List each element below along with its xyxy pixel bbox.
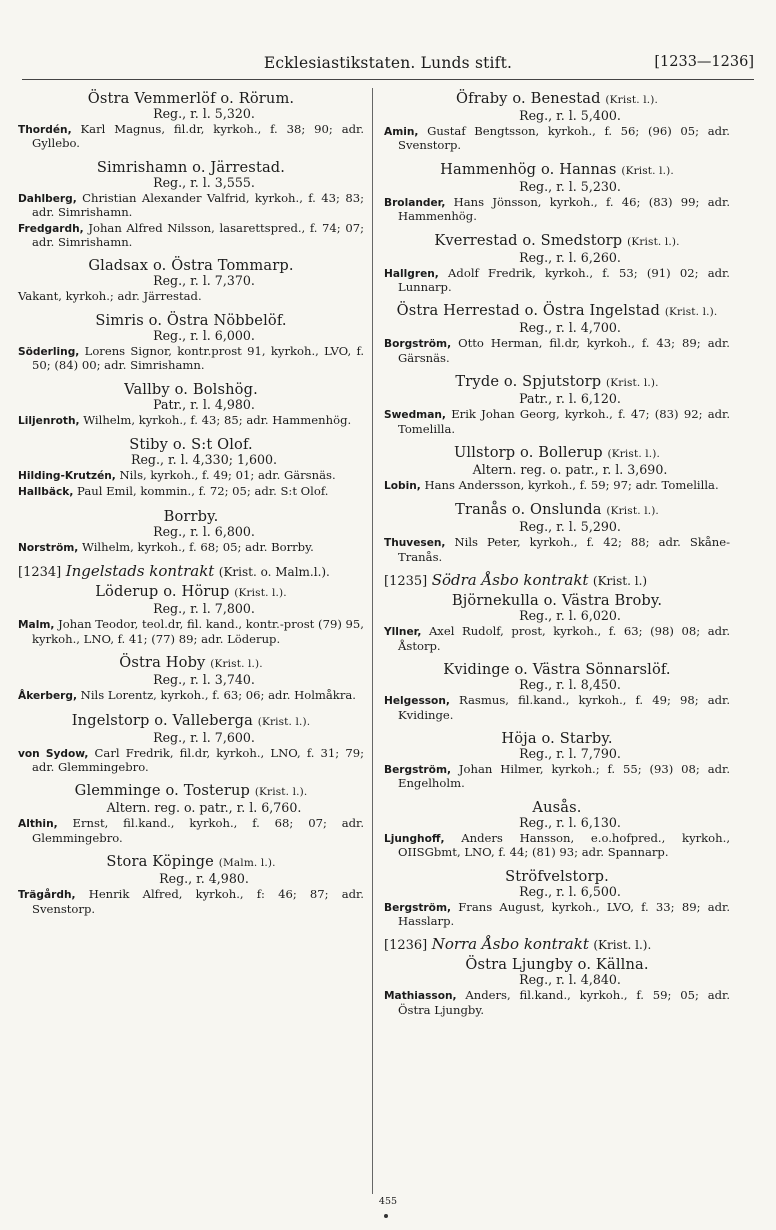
parish-registration: Reg., r. 4,980. xyxy=(159,871,249,887)
clergy-details: Hans Jönsson, kyrkoh., f. 46; (83) 99; adr. Hammenhög. xyxy=(398,194,731,224)
parish-qualifier: (Krist. l.). xyxy=(254,786,308,799)
parish-name xyxy=(384,592,730,609)
parish-name xyxy=(18,257,364,274)
parish-name-text: Björnekulla o. Västra Broby. xyxy=(451,592,663,610)
parish-name-text: Gladsax o. Östra Tommarp. xyxy=(88,257,294,275)
parish-name-text: Glemminge o. Tosterup xyxy=(74,782,251,800)
parish-block xyxy=(384,373,730,436)
parish-name-text: Stora Köpinge xyxy=(106,853,214,871)
column-divider xyxy=(372,88,373,1194)
parish-block xyxy=(18,654,364,703)
clergy-surname: Dahlberg, xyxy=(18,192,77,205)
parish-block xyxy=(384,501,730,564)
clergy-details: Ernst, fil.kand., kyrkoh., f. 68; 07; adr. Glemmingebro. xyxy=(32,816,365,845)
parish-registration: Reg., r. l. 7,790. xyxy=(519,745,621,761)
parish-name xyxy=(384,956,730,973)
clergy-surname: Bergström, xyxy=(384,901,452,914)
parish-name xyxy=(18,312,364,329)
clergy-entry xyxy=(18,414,364,428)
parish-registration: Patr., r. l. 4,980. xyxy=(153,396,255,412)
clergy-details: Anders Hansson, e.o.hofpred., kyrkoh., OIISGbmt, LNO, f. 44; (81) 93; adr. Spannarp. xyxy=(398,830,730,860)
parish-name-text: Tranås o. Onslunda xyxy=(455,501,602,519)
parish-name-text: Kverrestad o. Smedstorp xyxy=(434,231,623,249)
parish-name-text: Östra Ljungby o. Källna. xyxy=(465,956,649,974)
clergy-surname: Ljunghoff, xyxy=(384,832,445,845)
parish-registration: Reg., r. l. 5,400. xyxy=(519,108,621,123)
parish-name-text: Östra Herrestad o. Östra Ingelstad xyxy=(396,302,661,320)
parish-registration: Altern. reg. o. patr., r. l. 6,760. xyxy=(106,800,302,816)
parish-registration: Reg., r. l. 7,370. xyxy=(153,273,255,289)
vacancy-note: Vakant, kyrkoh.; adr. Järrestad. xyxy=(18,289,202,304)
parish-name xyxy=(18,508,364,525)
parish-registration: Reg., r. l. 6,000. xyxy=(153,327,255,343)
parish-name xyxy=(384,868,730,885)
clergy-entry xyxy=(384,536,730,564)
parish-registration: Reg., r. l. 5,320. xyxy=(153,106,255,121)
parish-registration: Reg., r. l. 6,260. xyxy=(519,249,621,265)
clergy-details: Erik Johan Georg, kyrkoh., f. 47; (83) 92; adr. Tomelilla. xyxy=(398,407,731,436)
section-range: [1233—1236] xyxy=(654,54,754,70)
parish-block xyxy=(18,508,364,555)
clergy-details: Wilhelm, kyrkoh., f. 43; 85; adr. Hammenhög. xyxy=(83,412,352,427)
clergy-entry xyxy=(384,625,730,653)
clergy-entry xyxy=(384,196,730,224)
clergy-surname: Norström, xyxy=(18,541,79,554)
parish-registration: Patr., r. l. 6,120. xyxy=(519,391,621,407)
parish-name xyxy=(384,661,730,678)
clergy-entry xyxy=(18,485,364,499)
parish-name-text: Östra Vemmerlöf o. Rörum. xyxy=(87,90,295,107)
running-title: Ecklesiastikstaten. Lunds stift. xyxy=(263,54,513,72)
parish-block xyxy=(384,592,730,653)
parish-name-text: Ströfvelstorp. xyxy=(505,867,609,885)
parish-name xyxy=(18,712,364,731)
clergy-entry xyxy=(384,763,730,791)
clergy-surname: Hallgren, xyxy=(384,267,439,280)
kontrakt-number: [1234] xyxy=(18,565,62,581)
parish-block xyxy=(18,712,364,775)
clergy-surname: Bergström, xyxy=(384,763,452,776)
parish-registration: Reg., r. l. 4,700. xyxy=(519,320,621,336)
clergy-entry xyxy=(18,345,364,373)
clergy-details: Gustaf Bengtsson, kyrkoh., f. 56; (96) 05; adr. Svenstorp. xyxy=(398,124,730,153)
parish-name-text: Östra Hoby xyxy=(119,654,206,672)
parish-block xyxy=(18,853,364,916)
parish-registration: Reg., r. l. 5,290. xyxy=(519,519,621,535)
parish-block xyxy=(384,302,730,365)
clergy-surname: Malm, xyxy=(18,619,55,632)
parish-block xyxy=(18,312,364,373)
parish-name xyxy=(384,501,730,520)
parish-name-text: Vallby o. Bolshög. xyxy=(124,380,258,398)
clergy-details: Axel Rudolf, prost, kyrkoh., f. 63; (98) 08; adr. Åstorp. xyxy=(398,624,731,653)
clergy-surname: Thordén, xyxy=(18,124,72,136)
clergy-surname: Thuvesen, xyxy=(384,537,446,550)
parish-name-text: Hammenhög o. Hannas xyxy=(440,160,617,178)
clergy-details: Rasmus, fil.kand., kyrkoh., f. 49; 98; adr. Kvidinge. xyxy=(398,693,731,722)
parish-block xyxy=(384,90,730,153)
clergy-details: Nils, kyrkoh., f. 49; 01; adr. Gärsnäs. xyxy=(119,468,336,483)
parish-block xyxy=(18,257,364,303)
parish-name xyxy=(384,373,730,392)
parish-block xyxy=(18,436,364,500)
parish-block xyxy=(18,381,364,428)
clergy-details: Frans August, kyrkoh., LVO, f. 33; 89; adr. Hasslarp. xyxy=(398,899,730,928)
clergy-surname: Fredgardh, xyxy=(18,222,84,235)
parish-registration: Reg., r. l. 5,230. xyxy=(519,178,621,194)
parish-name xyxy=(18,381,364,398)
parish-block xyxy=(384,161,730,224)
clergy-surname: Hallbäck, xyxy=(18,486,74,499)
clergy-entry xyxy=(384,694,730,722)
clergy-surname: von Sydow, xyxy=(18,747,89,760)
parish-qualifier: (Krist. l.). xyxy=(234,587,287,600)
clergy-surname: Lobin, xyxy=(384,480,421,493)
parish-qualifier: (Krist. l.). xyxy=(606,505,659,518)
clergy-details: Johan Hilmer, kyrkoh.; f. 55; (93) 08; adr. Engelholm. xyxy=(398,761,730,791)
left-column xyxy=(18,90,364,924)
clergy-details: Hans Andersson, kyrkoh., f. 59; 97; adr. Tomelilla. xyxy=(424,478,719,493)
kontrakt-heading xyxy=(18,563,364,581)
clergy-details: Christian Alexander Valfrid, kyrkoh., f. 43; 83; adr. Simrishamn. xyxy=(32,190,365,220)
kontrakt-number: [1235] xyxy=(384,574,428,590)
parish-name-text: Öfraby o. Benestad xyxy=(456,90,601,107)
clergy-surname: Åkerberg, xyxy=(18,690,77,703)
parish-name-text: Kvidinge o. Västra Sönnarslöf. xyxy=(443,661,671,679)
parish-block xyxy=(384,868,730,929)
parish-registration: Altern. reg. o. patr., r. l. 3,690. xyxy=(472,462,668,478)
parish-block xyxy=(18,90,364,151)
clergy-details: Adolf Fredrik, kyrkoh., f. 53; (91) 02; adr. Lunnarp. xyxy=(398,265,730,295)
clergy-entry xyxy=(18,689,364,703)
kontrakt-name: Södra Åsbo kontrakt xyxy=(431,571,589,590)
page-header xyxy=(20,54,756,78)
parish-name xyxy=(384,161,730,180)
parish-block xyxy=(18,159,364,250)
parish-qualifier: (Krist. l.). xyxy=(257,715,311,728)
kontrakt-heading xyxy=(384,936,730,954)
parish-registration: Reg., r. l. 7,600. xyxy=(153,729,255,745)
parish-registration: Reg., r. l. 7,800. xyxy=(153,601,255,617)
parish-name-text: Höja o. Starby. xyxy=(501,729,613,747)
clergy-details: Paul Emil, kommin., f. 72; 05; adr. S:t Olof. xyxy=(77,484,329,499)
parish-qualifier: (Krist. l.). xyxy=(627,235,680,248)
parish-registration: Reg., r. l. 4,840. xyxy=(519,972,621,988)
parish-registration: Reg., r. l. 8,450. xyxy=(519,677,621,693)
parish-qualifier: (Krist. l.). xyxy=(605,94,658,106)
parish-qualifier: (Malm. l.). xyxy=(218,857,276,870)
parish-block xyxy=(384,799,730,860)
clergy-details: Karl Magnus, fil.dr, kyrkoh., f. 38; 90; adr. Gyllebo. xyxy=(32,122,365,151)
clergy-surname: Borgström, xyxy=(384,338,452,351)
clergy-entry xyxy=(384,989,730,1017)
parish-name-text: Ausås. xyxy=(532,798,582,816)
parish-name xyxy=(384,302,730,321)
clergy-surname: Helgesson, xyxy=(384,695,450,708)
clergy-entry xyxy=(384,832,730,860)
clergy-entry xyxy=(18,888,364,916)
kontrakt-qualifier: (Krist. l.). xyxy=(593,938,652,953)
clergy-entry xyxy=(18,817,364,845)
right-column xyxy=(384,90,730,1025)
parish-name xyxy=(384,799,730,816)
parish-name-text: Ingelstorp o. Valleberga xyxy=(71,711,253,729)
parish-name-text: Borrby. xyxy=(163,507,219,525)
clergy-surname: Swedman, xyxy=(384,409,446,422)
parish-name xyxy=(18,90,364,107)
parish-block xyxy=(384,956,730,1017)
clergy-surname: Trägårdh, xyxy=(18,889,76,902)
header-rule xyxy=(22,79,754,80)
kontrakt-name: Norra Åsbo kontrakt xyxy=(431,935,589,954)
parish-registration: Reg., r. l. 6,800. xyxy=(153,523,255,539)
clergy-details: Johan Teodor, teol.dr, fil. kand., kontr.-prost (79) 95, kyrkoh., LNO, f. 41; (77) 89; adr. Löderup. xyxy=(32,617,364,646)
parish-name xyxy=(18,159,364,176)
clergy-entry xyxy=(18,618,364,646)
parish-name-text: Simrishamn o. Järrestad. xyxy=(96,158,286,176)
clergy-entry xyxy=(18,541,364,555)
clergy-surname: Althin, xyxy=(18,818,58,831)
clergy-entry xyxy=(18,123,364,151)
parish-name-text: Tryde o. Spjutstorp xyxy=(455,373,602,391)
parish-block xyxy=(384,730,730,791)
parish-name xyxy=(384,232,730,251)
kontrakt-qualifier: (Krist. l.) xyxy=(592,574,648,589)
clergy-details: Henrik Alfred, kyrkoh., f: 46; 87; adr. Svenstorp. xyxy=(32,887,364,916)
parish-registration: Reg., r. l. 3,555. xyxy=(153,174,255,190)
parish-qualifier: (Krist. l.). xyxy=(210,658,263,671)
parish-qualifier: (Krist. l.). xyxy=(664,306,718,319)
parish-name xyxy=(18,782,364,801)
ink-dot xyxy=(384,1214,388,1218)
clergy-entry xyxy=(18,747,364,775)
kontrakt-heading xyxy=(384,572,730,590)
clergy-entry xyxy=(384,267,730,295)
clergy-entry xyxy=(384,337,730,365)
clergy-details: Carl Fredrik, fil.dr, kyrkoh., LNO, f. 31; 79; adr. Glemmingebro. xyxy=(32,745,364,774)
parish-block xyxy=(384,661,730,722)
parish-qualifier: (Krist. l.). xyxy=(607,448,661,461)
clergy-entry xyxy=(384,901,730,929)
clergy-details: Johan Alfred Nilsson, lasarettspred., f. 74; 07; adr. Simrishamn. xyxy=(32,220,365,250)
parish-registration: Reg., r. l. 3,740. xyxy=(153,672,255,688)
parish-block xyxy=(384,232,730,295)
parish-registration: Reg., r. l. 6,130. xyxy=(519,814,621,830)
clergy-surname: Söderling, xyxy=(18,345,80,358)
clergy-surname: Amin, xyxy=(384,126,419,138)
parish-name xyxy=(384,90,730,109)
parish-name xyxy=(18,853,364,872)
kontrakt-qualifier: (Krist. o. Malm.l.). xyxy=(218,565,330,580)
clergy-entry xyxy=(18,192,364,220)
clergy-surname: Yllner, xyxy=(384,626,422,639)
parish-name xyxy=(384,444,730,463)
clergy-entry xyxy=(18,222,364,250)
clergy-surname: Brolander, xyxy=(384,196,446,209)
clergy-surname: Liljenroth, xyxy=(18,414,80,427)
clergy-details: Nils Lorentz, kyrkoh., f. 63; 06; adr. Holmåkra. xyxy=(80,688,356,703)
parish-registration: Reg., r. l. 4,330; 1,600. xyxy=(130,452,278,468)
clergy-entry xyxy=(18,469,364,483)
kontrakt-name: Ingelstads kontrakt xyxy=(65,562,215,581)
clergy-surname: Hilding-Krutzén, xyxy=(18,470,116,483)
clergy-details: Anders, fil.kand., kyrkoh., f. 59; 05; adr. Östra Ljungby. xyxy=(398,988,730,1017)
parish-name-text: Simris o. Östra Nöbbelöf. xyxy=(95,311,287,329)
parish-block xyxy=(18,782,364,845)
clergy-entry xyxy=(384,408,730,436)
clergy-surname: Mathiasson, xyxy=(384,990,457,1003)
parish-name-text: Ullstorp o. Bollerup xyxy=(453,444,603,462)
parish-qualifier: (Krist. l.). xyxy=(606,377,659,390)
clergy-entry xyxy=(384,479,730,493)
clergy-entry xyxy=(384,125,730,153)
parish-name-text: Löderup o. Hörup xyxy=(95,583,230,601)
kontrakt-number: [1236] xyxy=(384,938,428,954)
parish-block xyxy=(384,444,730,493)
parish-name xyxy=(18,436,364,453)
clergy-details: Wilhelm, kyrkoh., f. 68; 05; adr. Borrby. xyxy=(82,539,314,554)
clergy-details: Lorens Signor, kontr.prost 91, kyrkoh., LVO, f. 50; (84) 00; adr. Simrishamn. xyxy=(32,343,365,373)
parish-registration: Reg., r. l. 6,500. xyxy=(519,883,621,899)
clergy-details: Nils Peter, kyrkoh., f. 42; 88; adr. Skåne-Tranås. xyxy=(398,535,730,564)
parish-name xyxy=(18,654,364,673)
clergy-details: Otto Herman, fil.dr, kyrkoh., f. 43; 89; adr. Gärsnäs. xyxy=(398,336,730,365)
page-number: 455 xyxy=(378,1196,398,1207)
parish-name-text: Stiby o. S:t Olof. xyxy=(129,436,253,454)
parish-registration: Reg., r. l. 6,020. xyxy=(519,608,621,624)
parish-name xyxy=(384,730,730,747)
parish-block xyxy=(18,583,364,646)
parish-name xyxy=(18,583,364,602)
parish-qualifier: (Krist. l.). xyxy=(621,164,674,177)
